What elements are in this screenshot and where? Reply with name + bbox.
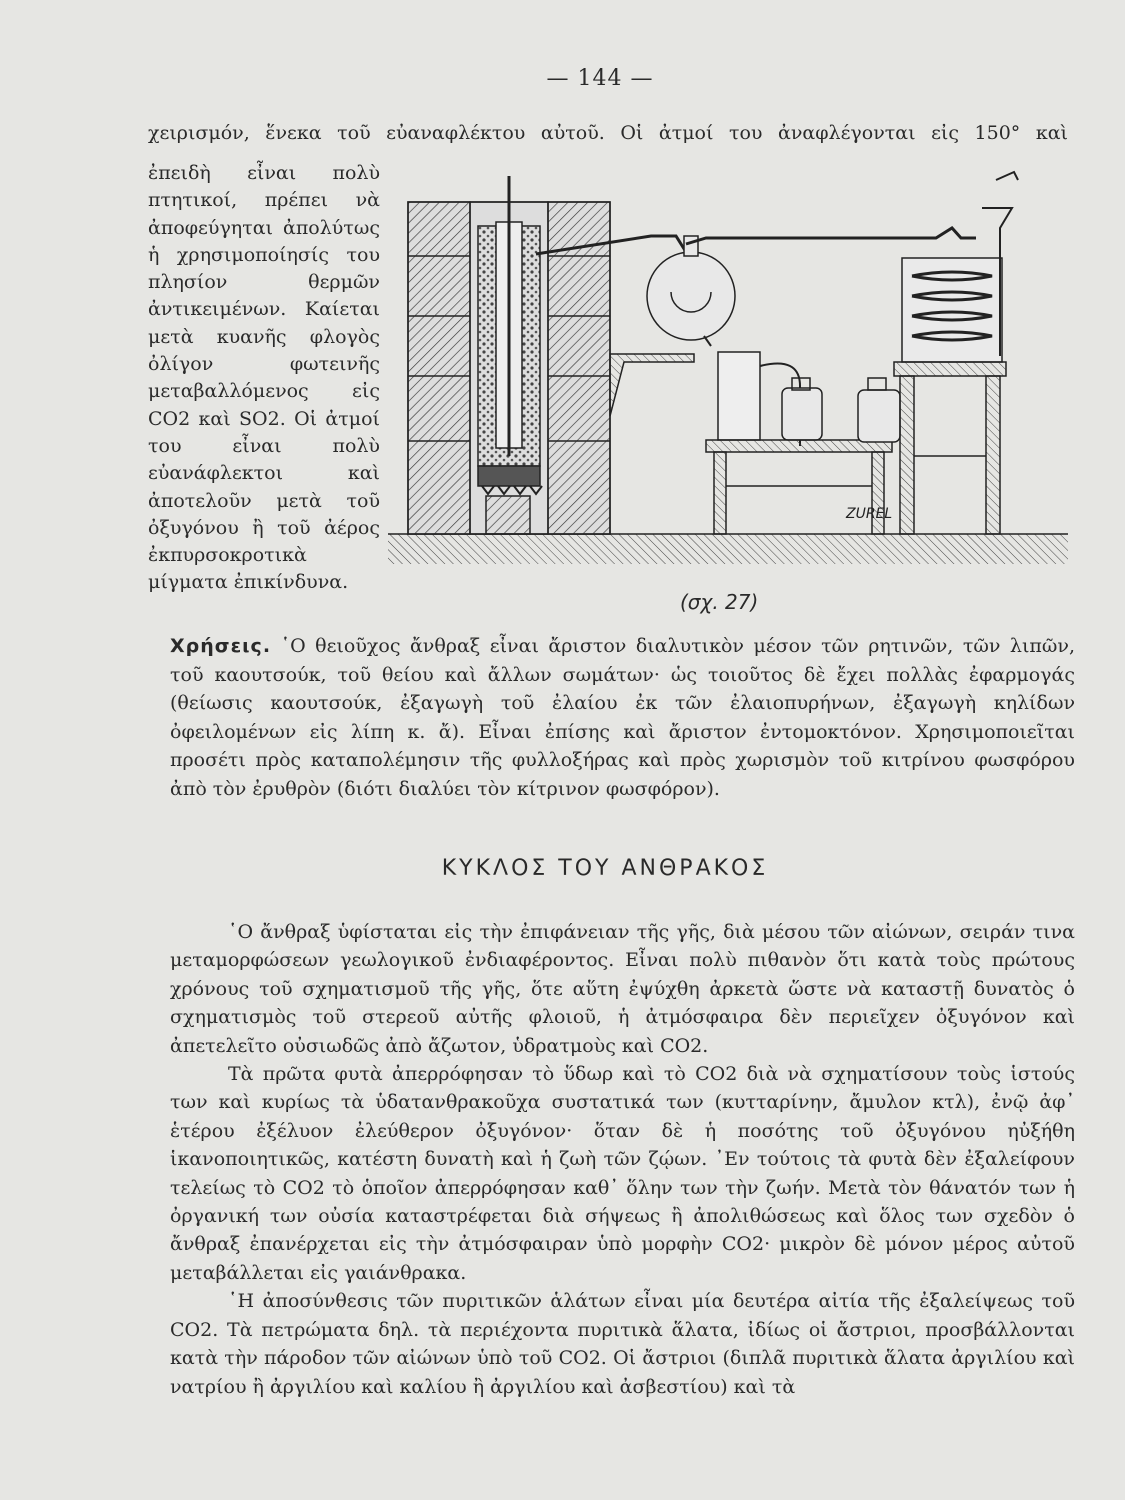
uses-paragraph — [170, 632, 1075, 803]
side-text-column: ἐπειδὴ εἶναι πολὺ πτητικοί, πρέπει νὰ ἀποφεύγηται ἀπολύτως ἡ χρησιμοποίησίς του πλησίον θερμῶν ἀντικειμένων. Καίεται μετὰ κυανῆς φλογὸς ὀλίγον φωτεινῆς μεταβαλλόμενος εἰς CO2 καὶ SO2. Οἱ ἀτμοί του εἶναι πολὺ εὐανάφλεκτοι καὶ ἀποτελοῦν μετὰ τοῦ ὀξυγόνου ἢ τοῦ ἀέρος ἐκπυρσοκροτικὰ μίγματα ἐπικίνδυνα. — [148, 162, 380, 594]
illustrator-signature: ZUREL — [846, 506, 893, 522]
opening-line: χειρισμόν, ἕνεκα τοῦ εὐαναφλέκτου αὐτοῦ. Οἱ ἀτμοί του ἀναφλέγονται εἰς 150° καὶ — [148, 122, 1068, 144]
page-number: — 144 — — [546, 66, 654, 91]
uses-text: ῾Ο θειοῦχος ἄνθραξ εἶναι ἄριστον διαλυτικὸν μέσον τῶν ρητινῶν, τῶν λιπῶν, τοῦ καουτσούκ, τοῦ θείου καὶ ἄλλων σωμάτων· ὡς τοιοῦτος δὲ ἔχει πολλὰς ἐφαρμογάς (θείωσις καουτσούκ, ἐξαγωγὴ τοῦ ἐλαίου ἐκ τῶν ἐλαιοπυρήνων, ἐξαγωγὴ κηλίδων ὀφειλομένων εἰς λίπη κ. ἄ). Εἶναι ἐπίσης καὶ ἄριστον ἐντομοκτόνον. Χρησιμοποιεῖται προσέτι πρὸς καταπολέμησιν τῆς φυλλοξήρας καὶ πρὸς χωρισμὸν τοῦ κιτρίνου φωσφόρου ἀπὸ τὸν ἐρυθρὸν (διότι διαλύει τὸν κίτρινον φωσφόρον). — [170, 635, 1075, 800]
uses-heading: Χρήσεις. — [170, 635, 272, 657]
section-title: ΚΥΚΛΟΣ ΤΟΥ ΑΝΘΡΑΚΟΣ — [441, 856, 769, 881]
carbon-cycle-text — [170, 918, 1075, 1401]
apparatus-figure — [386, 166, 1080, 576]
distillation-apparatus-illustration — [386, 166, 1080, 576]
figure-caption: (σχ. 27) — [680, 590, 759, 614]
paragraph: Τὰ πρῶτα φυτὰ ἀπερρόφησαν τὸ ὕδωρ καὶ τὸ CO2 διὰ νὰ σχηματίσουν τοὺς ἱστούς των καὶ κυρίως τὰ ὑδατανθρακοῦχα συστατικά των (κυτταρίνην, ἄμυλον κτλ), ἐνῷ ἀφ᾽ ἑτέρου ἐξέλυον ἐλεύθερον ὀξυγόνον· ὅταν δὲ ἡ ποσότης τοῦ ὀξυγόνου ηὐξήθη ἱκανοποιητικῶς, κατέστη δυνατὴ καὶ ἡ ζωὴ τῶν ζῴων. ᾽Εν τούτοις τὰ φυτὰ δὲν ἐξαλείφουν τελείως τὸ CO2 τὸ ὁποῖον ἀπερρόφησαν καθ᾽ ὅλην των τὴν ζωήν. Μετὰ τὸν θάνατόν των ἡ ὀργανική των οὐσία καταστρέφεται διὰ σήψεως ἢ ἀπολιθώσεως καὶ ὅλος των σχεδὸν ὁ ἄνθραξ ἐπανέρχεται εἰς τὴν ἀτμόσφαιραν ὑπὸ μορφὴν CO2· μικρὸν δὲ μόνον μέρος αὐτοῦ μεταβάλλεται εἰς γαιάνθρακα. — [170, 1063, 1075, 1284]
paragraph: ῾Ο ἄνθραξ ὑφίσταται εἰς τὴν ἐπιφάνειαν τῆς γῆς, διὰ μέσου τῶν αἰώνων, σειράν τινα μεταμορφώσεων γεωλογικοῦ ἐνδιαφέροντος. Εἶναι πολὺ πιθανὸν ὅτι κατὰ τοὺς πρώτους χρόνους τοῦ σχηματισμοῦ τῆς γῆς, ὅτε αὕτη ἐψύχθη ἀρκετὰ ὥστε νὰ καταστῇ δυνατὸς ὁ σχηματισμὸς τοῦ στερεοῦ αὐτῆς φλοιοῦ, ἡ ἀτμόσφαιρα δὲν περιεῖχεν ὀξυγόνον καὶ ἀπετελεῖτο οὐσιωδῶς ἀπὸ ἄζωτον, ὑδρατμοὺς καὶ CO2. — [170, 921, 1075, 1057]
paragraph: ῾Η ἀποσύνθεσις τῶν πυριτικῶν ἁλάτων εἶναι μία δευτέρα αἰτία τῆς ἐξαλείψεως τοῦ CO2. Τὰ πετρώματα δηλ. τὰ περιέχοντα πυριτικὰ ἅλατα, ἰδίως οἱ ἄστριοι, προσβάλλονται κατὰ τὴν πάροδον τῶν αἰώνων ὑπὸ τοῦ CO2. Οἱ ἄστριοι (διπλᾶ πυριτικὰ ἅλατα ἀργιλίου καὶ νατρίου ἢ ἀργιλίου καὶ καλίου ἢ ἀργιλίου καὶ ἀσβεστίου) καὶ τὰ — [170, 1290, 1075, 1398]
